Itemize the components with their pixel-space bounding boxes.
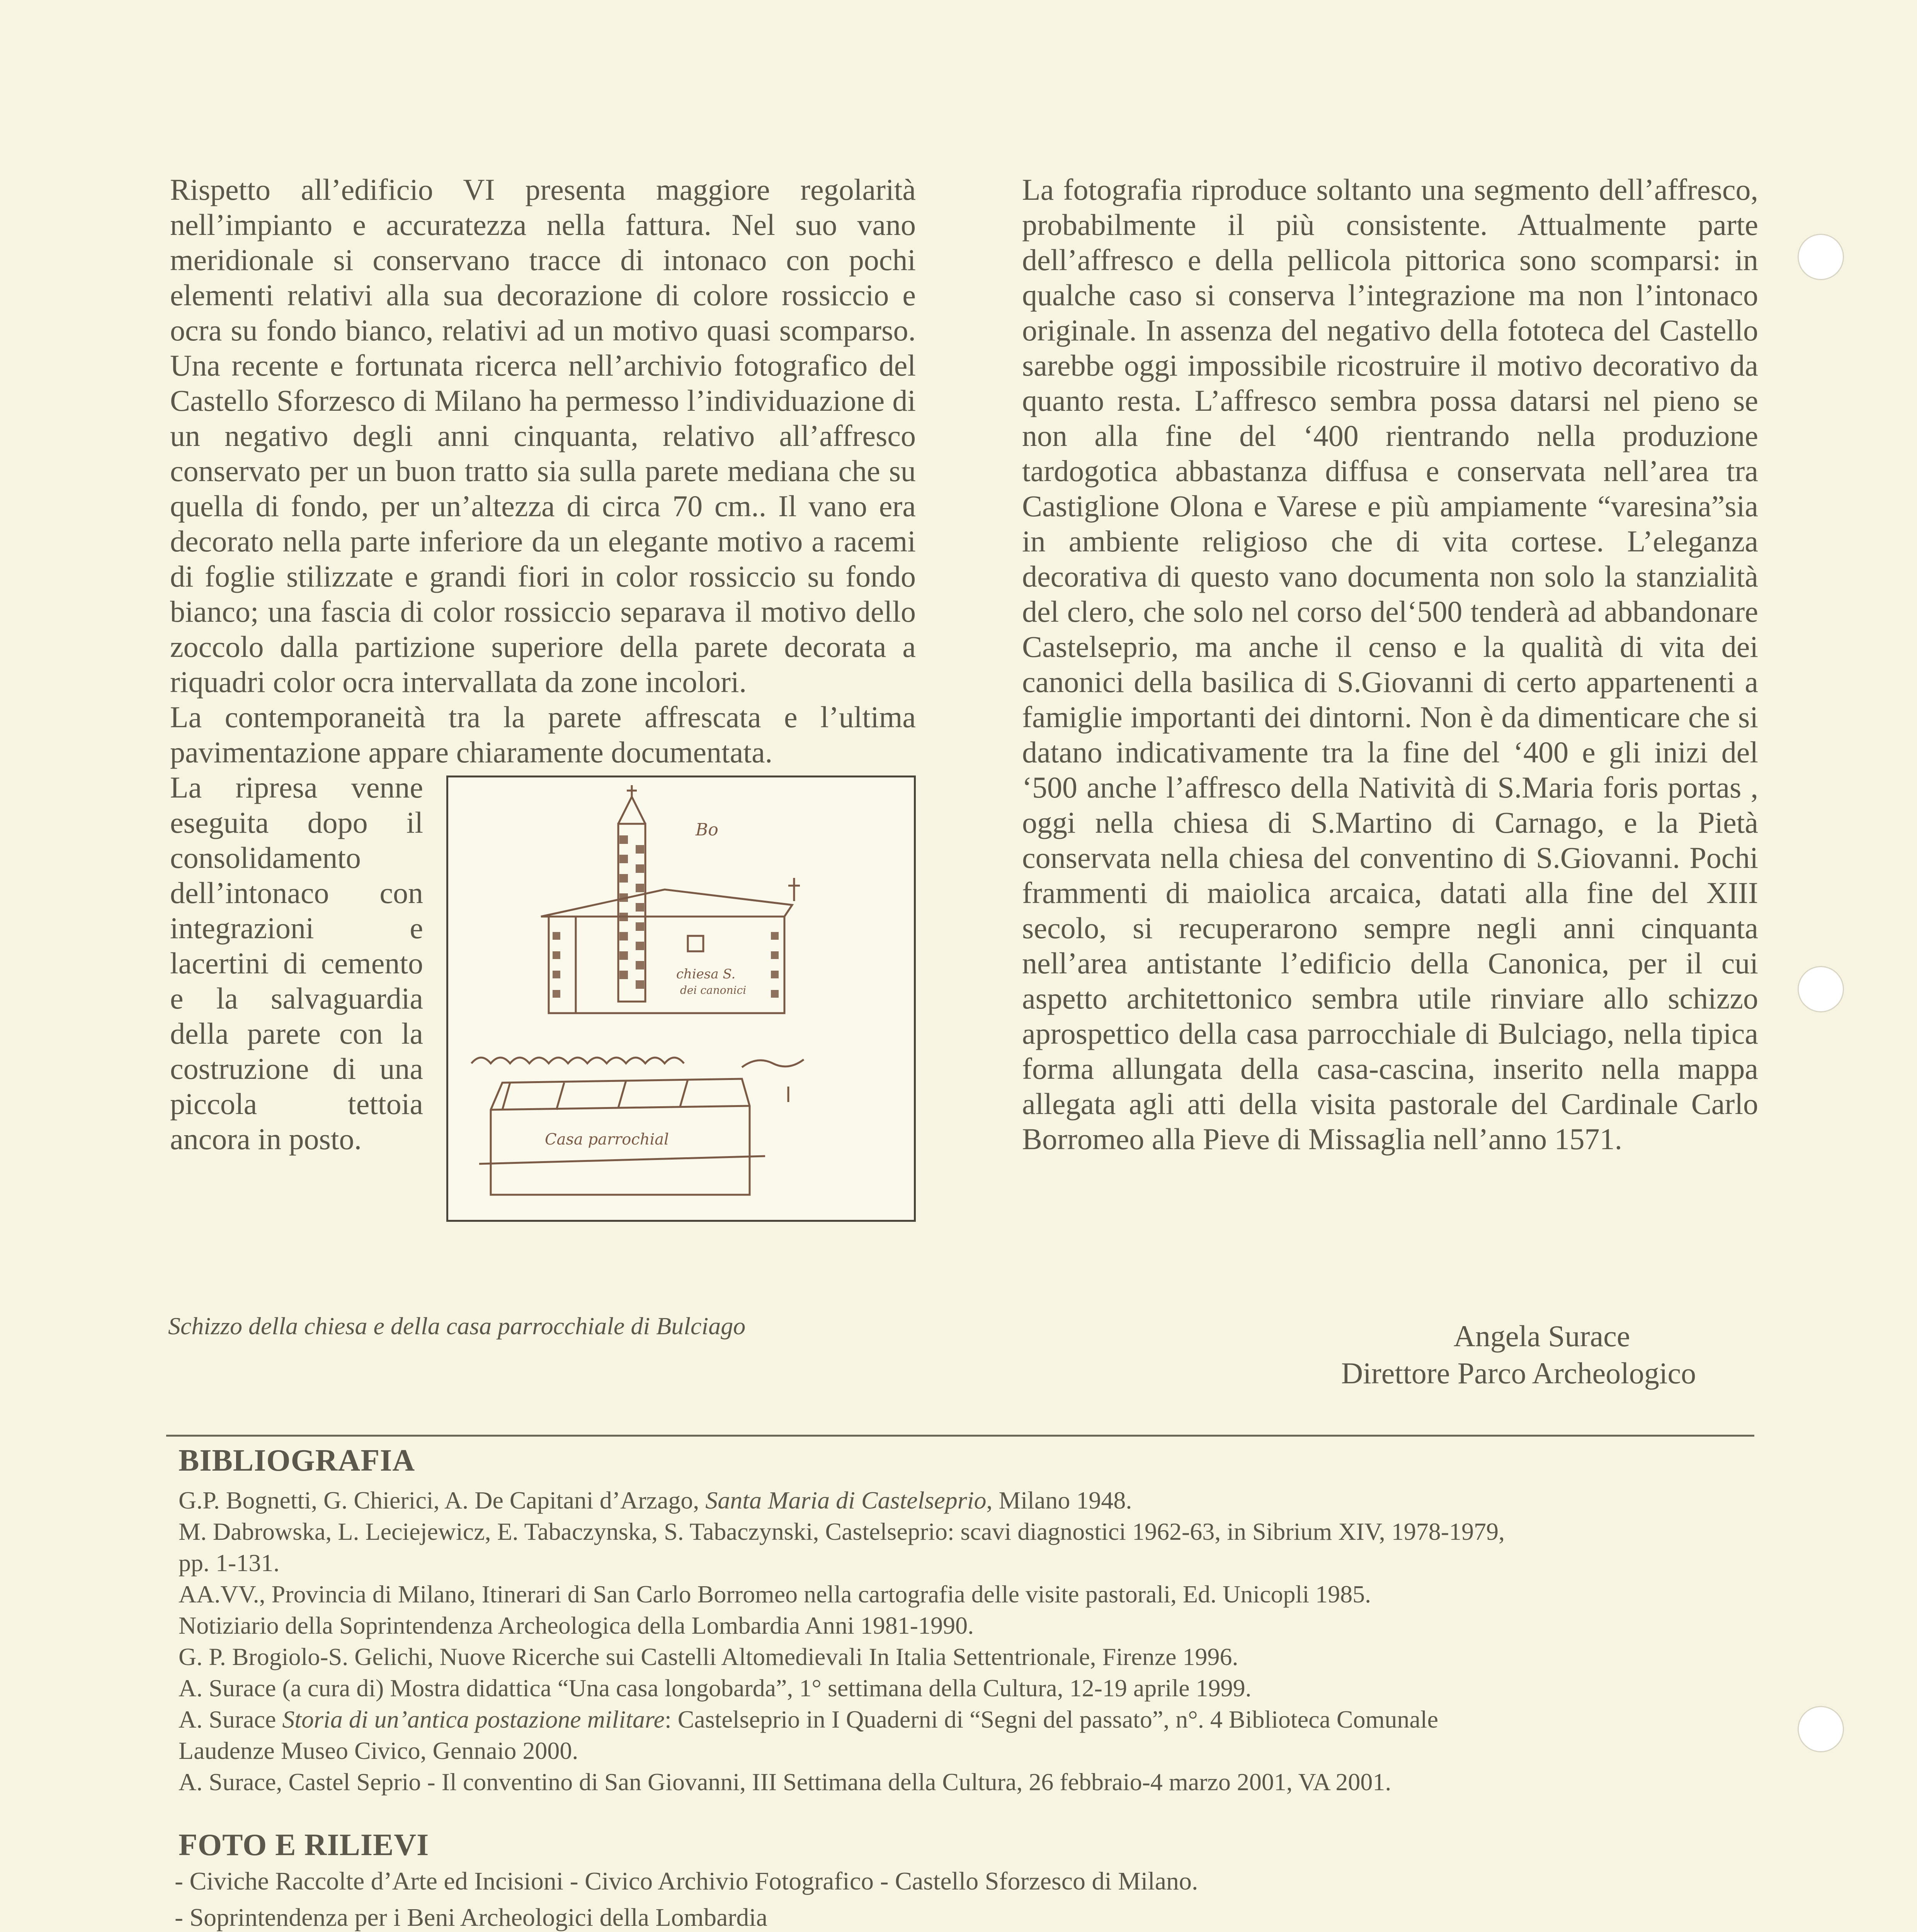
divider [166,1435,1754,1437]
article-column-left [170,172,916,1226]
article-column-right [1022,172,1758,1156]
sketch-church [549,917,784,1013]
bibliography-entry: Laudenze Museo Civico, Gennaio 2000. [179,1737,578,1764]
church-sketch-drawing [448,777,914,1220]
punch-hole [1798,1706,1844,1752]
sketch-label-church: chiesa S. [676,966,736,982]
signature-block [1329,1318,1754,1392]
sketch-label-house: Casa parrochial [545,1131,669,1148]
bibliography-entry: A. Surace (a cura di) Mostra didattica “Una casa longobarda”, 1° settimana della Cultura, 12-19 aprile 1999. [179,1674,1252,1702]
bibliography-entry: G.P. Bognetti, G. Chierici, A. De Capitani d’Arzago, Santa Maria di Castelseprio, Milano 1948. [179,1486,1132,1514]
bibliography-list [179,1485,1763,1798]
bibliography-entry: G. P. Brogiolo-S. Gelichi, Nuove Ricerche sui Castelli Altomedievali In Italia Settentrionale, Firenze 1996. [179,1643,1238,1670]
paragraph: Rispetto all’edificio VI presenta maggiore regolarità nell’impianto e accuratezza nella fattura. Nel suo vano meridionale si conservano tracce di intonaco con pochi elementi relativi alla sua decorazione di colore rossiccio e ocra su fondo bianco, relativi ad un motivo quasi scomparso. Una recente e fortunata ricerca nell’archivio fotografico del Castello Sforzesco di Milano ha permesso l’individuazione di un negativo degli anni cinquanta, relativo all’affresco conservato per un buon tratto sia sulla parete mediana che su quella di fondo, per un’altezza di circa 70 cm.. Il vano era decorato nella parte inferiore da un elegante motivo a racemi di foglie stilizzate e grandi fiori in color rossiccio su fondo bianco; una fascia di color rossiccio separava il motivo dello zoccolo dalla partizione superiore della parete decorata a riquadri color ocra intervallata da zone incolori. [170,173,916,699]
sketch-label-top: Bo [696,820,718,840]
bibliography-entry: A. Surace Storia di un’antica postazione militare: Castelseprio in I Quaderni di “Segni del passato”, n°. 4 Biblioteca Comunale [179,1706,1438,1733]
bibliography-entry: pp. 1-131. [179,1549,280,1577]
photos-list [175,1863,1198,1932]
bibliography-entry: A. Surace, Castel Seprio - Il conventino di San Giovanni, III Settimana della Cultura, 26 febbraio-4 marzo 2001, VA 2001. [179,1768,1391,1796]
figure-caption: Schizzo della chiesa e della casa parrocchiale di Bulciago [168,1312,746,1340]
sketch-scribble [471,1058,684,1063]
credit-item: - Soprintendenza per i Beni Archeologici della Lombardia [175,1903,767,1932]
bibliography-entry: AA.VV., Provincia di Milano, Itinerari di San Carlo Borromeo nella cartografia delle visite pastorali, Ed. Unicopli 1985. [179,1580,1371,1608]
sketch-label-church2: dei canonici [680,984,747,997]
bibliography-entry: M. Dabrowska, L. Leciejewicz, E. Tabaczynska, S. Tabaczynski, Castelseprio: scavi diagnostici 1962-63, in Sibrium XIV, 1978-1979, [179,1518,1505,1545]
bibliography-title: BIBLIOGRAFIA [179,1444,415,1478]
punch-hole [1798,234,1844,280]
author-name: Angela Surace [1453,1319,1630,1353]
paragraph: La ripresa venne eseguita dopo il consolidamento dell’intonaco con integrazioni e lacertini di cemento e la salvaguardia della parete con la costruzione di una piccola tettoia ancora in posto. [170,770,423,1156]
credit-item: - Civiche Raccolte d’Arte ed Incisioni - Civico Archivio Fotografico - Castello Sforzesco di Milano. [175,1867,1198,1895]
bibliography-entry: Notiziario della Soprintendenza Archeologica della Lombardia Anni 1981-1990. [179,1612,974,1639]
punch-hole [1798,966,1844,1012]
photos-title: FOTO E RILIEVI [179,1828,429,1862]
paragraph: La contemporaneità tra la parete affrescata e l’ultima pavimentazione appare chiaramente documentata. [170,700,916,769]
paragraph: La fotografia riproduce soltanto una segmento dell’affresco, probabilmente il più consistente. Attualmente parte dell’affresco e della pellicola pittorica sono scomparsi: in qualche caso si conserva l’integrazione ma non l’intonaco originale. In assenza del negativo della fototeca del Castello sarebbe oggi impossibile ricostruire il motivo decorativo da quanto resta. L’affresco sembra possa datarsi nel pieno se non alla fine del ‘400 rientrando nella produzione tardogotica abbastanza diffusa e conservata nell’area tra Castiglione Olona e Varese e più ampiamente “varesina”sia in ambiente religioso che di vita cortese. L’eleganza decorativa di questo vano documenta non solo la stanzialità del clero, che solo nel corso del‘500 tenderà ad abbandonare Castelseprio, ma anche il censo e la qualità di vita dei canonici della basilica di S.Giovanni di certo appartenenti a famiglie importanti dei dintorni. Non è da dimenticare che si datano indicativamente tra la fine del ‘400 e gli inizi del ‘500 anche l’affresco della Natività di S.Maria foris portas , oggi nella chiesa di S.Martino di Carnago, e la Pietà conservata nella chiesa del conventino di S.Giovanni. Pochi frammenti di maiolica arcaica, datati alla fine del XIII secolo, si recuperarono sempre negli anni cinquanta nell’area antistante l’edificio della Canonica, per il cui aspetto architettonico sembra utile rinviare allo schizzo aprospettico della casa parrocchiale di Bulciago, nella tipica forma allungata della casa-cascina, inserito nella mappa allegata agli atti della visita pastorale del Cardinale Carlo Borromeo alla Pieve di Missaglia nell’anno 1571. [1022,173,1758,1156]
sketch-figure [446,776,916,1222]
author-role: Direttore Parco Archeologico [1341,1356,1696,1390]
